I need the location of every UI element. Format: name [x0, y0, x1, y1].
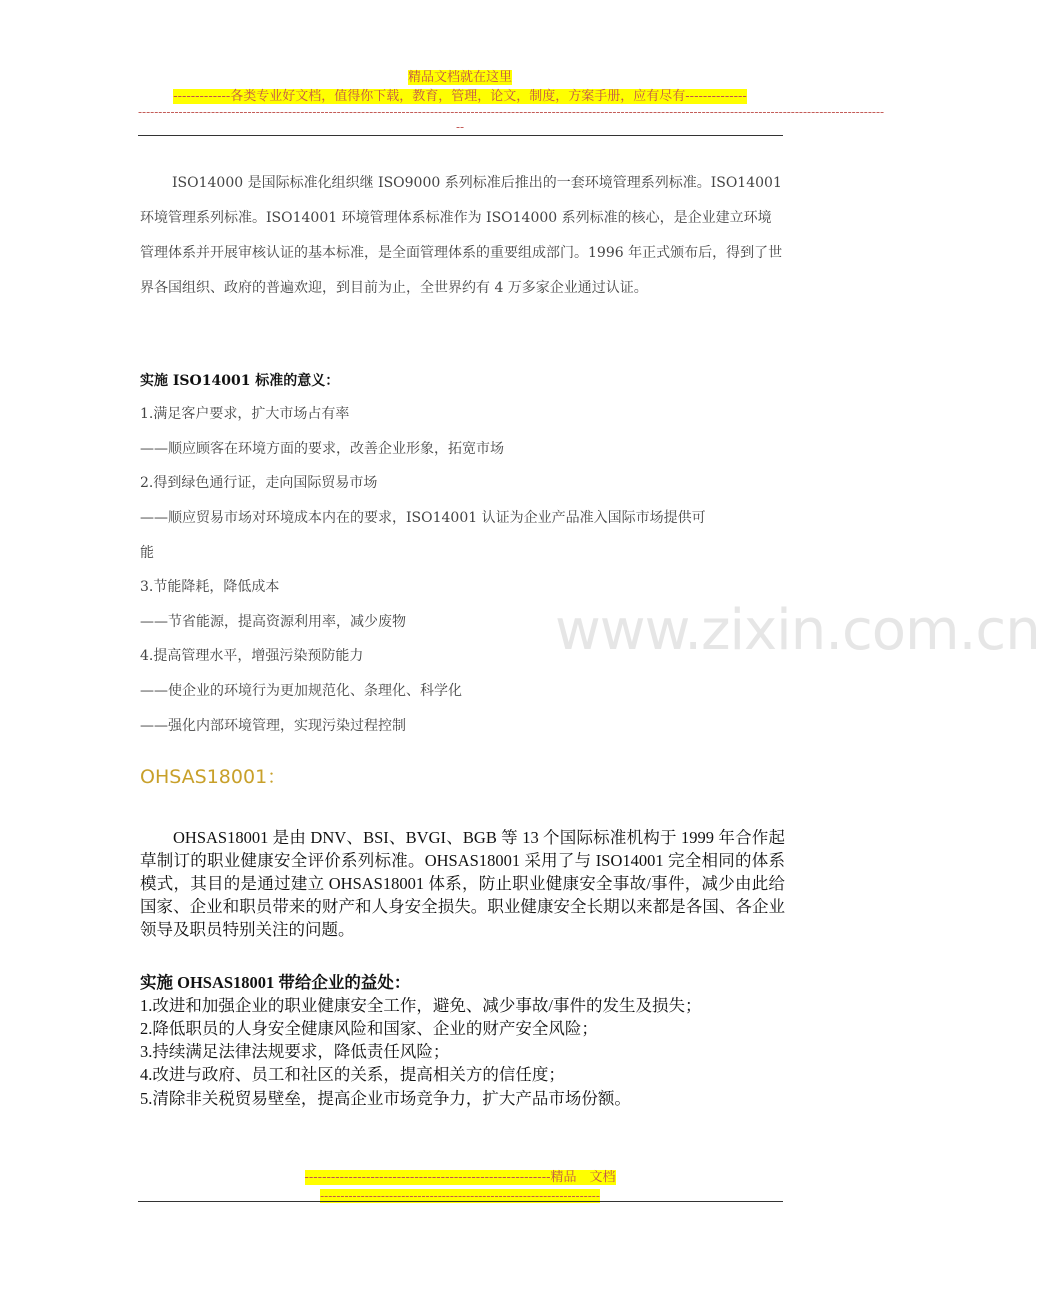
header-rule — [138, 135, 783, 136]
iso-line-6: 3.节能降耗，降低成本 — [140, 579, 280, 595]
iso-line-3: 2.得到绿色通行证，走向国际贸易市场 — [140, 475, 378, 491]
iso-line-7: ——节省能源，提高资源利用率，减少废物 — [140, 614, 406, 630]
header-dash-end: -- — [455, 120, 465, 134]
watermark: www.zixin.com.cn — [555, 598, 1040, 663]
iso-line-10: ——强化内部环境管理，实现污染过程控制 — [140, 718, 406, 734]
ohsas-benefit-2: 2.降低职员的人身安全健康风险和国家、企业的财产安全风险； — [140, 1019, 598, 1038]
ohsas-benefit-1: 1.改进和加强企业的职业健康安全工作，避免、减少事故/事件的发生及损失； — [140, 996, 702, 1015]
ohsas-benefit-4: 4.改进与政府、员工和社区的关系，提高相关方的信任度； — [140, 1065, 565, 1084]
header-subtitle: -------------各类专业好文档，值得你下载，教育，管理，论文，制度，方案手册，应有尽有-------------- — [173, 89, 747, 104]
footer-rule — [138, 1201, 783, 1202]
iso-line-4: ——顺应贸易市场对环境成本内在的要求，ISO14001 认证为企业产品准入国际市场提供可 — [140, 510, 706, 526]
ohsas-benefit-5: 5.清除非关税贸易壁垒，提高企业市场竞争力，扩大产品市场份额。 — [140, 1089, 631, 1108]
footer-line-2-row — [0, 1185, 920, 1205]
ohsas-title: OHSAS18001： — [140, 766, 287, 788]
iso-line-9: ——使企业的环境行为更加规范化、条理化、科学化 — [140, 683, 462, 699]
ohsas-paragraph: OHSAS18001 是由 DNV、BSI、BVGI、BGB 等 13 个国际标准机构于 1999 年合作起草制订的职业健康安全评价系列标准。OHSAS18001 采用了与 ISO14001 完全相同的体系模式，其目的是通过建立 OHSAS18001 体系，防止职业健康安全事故/事件，减少由此给国家、企业和职员带来的财产和人身安全损失。职业健康安全长期以来都是各国、各企业领导及职员特别关注的问题。 — [140, 828, 785, 939]
ohsas-benefit-3: 3.持续满足法律法规要求，降低责任风险； — [140, 1042, 450, 1061]
header-title: 精品文档就在这里 — [407, 70, 512, 85]
footer-line-2: --------------------------------------------------------------------- — [320, 1189, 600, 1203]
intro-paragraph — [140, 166, 785, 306]
header-title-row — [0, 66, 920, 86]
iso-line-5: 能 — [140, 545, 154, 561]
header-dash-line: ---------------------------------------------------------------------------------------------------------------------------------------------------------------------------------------- — [138, 105, 885, 119]
intro-text: ISO14000 是国际标准化组织继 ISO9000 系列标准后推出的一套环境管理系列标准。ISO14001 环境管理系列标准。ISO14001 环境管理体系标准作为 ISO14000 系列标准的核心，是企业建立环境管理体系并开展审核认证的基本标准，是全面管理体系的重要组成部门。1996 年正式颁布后，得到了世界各国组织、政府的普遍欢迎，到目前为止，全世界约有 4 万多家企业通过认证。 — [140, 175, 783, 296]
iso-line-1: 1.满足客户要求，扩大市场占有率 — [140, 406, 350, 422]
footer-line-1-row — [0, 1166, 920, 1186]
iso-line-8: 4.提高管理水平，增强污染预防能力 — [140, 648, 364, 664]
iso-line-2: ——顺应顾客在环境方面的要求，改善企业形象，拓宽市场 — [140, 441, 504, 457]
iso-heading: 实施 ISO14001 标准的意义： — [140, 373, 340, 389]
footer-line-1: --------------------------------------------------------精品 文档 — [304, 1170, 616, 1185]
header-subtitle-row — [0, 85, 920, 105]
ohsas-benefits-heading: 实施 OHSAS18001 带给企业的益处： — [140, 973, 411, 992]
